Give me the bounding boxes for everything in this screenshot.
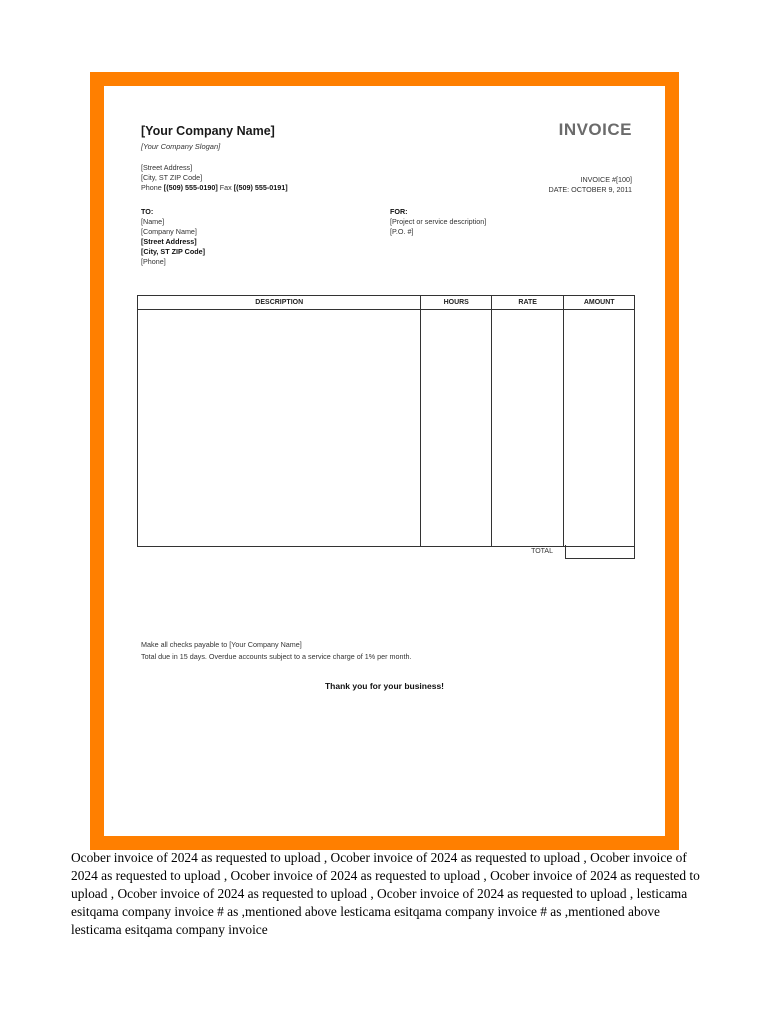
phone-label: Phone [141, 183, 162, 192]
to-street: [Street Address] [141, 237, 197, 246]
sender-city: [City, ST ZIP Code] [141, 173, 203, 182]
payment-notes [141, 639, 411, 663]
amount-cell [564, 310, 635, 547]
hours-cell [421, 310, 492, 547]
to-company: [Company Name] [141, 227, 197, 236]
fax-label: Fax [219, 183, 232, 192]
for-label: FOR: [390, 207, 408, 216]
column-header-hours: HOURS [421, 296, 492, 310]
invoice-meta [549, 175, 632, 195]
bill-to [141, 207, 205, 267]
column-header-description: DESCRIPTION [138, 296, 421, 310]
line-items-table [137, 295, 635, 547]
column-header-rate: RATE [491, 296, 563, 310]
to-city: [City, ST ZIP Code] [141, 247, 206, 256]
bill-for [390, 207, 486, 237]
to-phone: [Phone] [141, 257, 166, 266]
checks-payable: Make all checks payable to [Your Company Name] [141, 640, 302, 649]
table-header-row [138, 296, 635, 310]
invoice-number: INVOICE #[100] [580, 175, 632, 184]
table-row [138, 310, 635, 547]
rate-cell [491, 310, 563, 547]
invoice-document [104, 86, 665, 836]
description-cell [138, 310, 421, 547]
fax-number: [(509) 555-0191] [233, 183, 288, 192]
phone-number: [(509) 555-0190] [163, 183, 218, 192]
sender-contact [141, 183, 288, 193]
thank-you-message: Thank you for your business! [324, 681, 445, 691]
invoice-frame [90, 72, 679, 850]
to-label: TO: [141, 207, 154, 216]
total-value-box [565, 545, 635, 559]
for-project: [Project or service description] [390, 217, 487, 226]
sender-address [141, 163, 288, 193]
company-slogan: [Your Company Slogan] [141, 142, 221, 151]
total-row [137, 545, 635, 559]
invoice-date: DATE: OCTOBER 9, 2011 [548, 185, 632, 194]
for-po: [P.O. #] [390, 227, 414, 236]
payment-terms: Total due in 15 days. Overdue accounts subject to a service charge of 1% per month. [141, 652, 412, 661]
company-name: [Your Company Name] [141, 124, 275, 138]
to-name: [Name] [141, 217, 165, 226]
sender-street: [Street Address] [141, 163, 193, 172]
invoice-title: INVOICE [558, 120, 632, 139]
caption-text: Ocober invoice of 2024 as requested to upload , Ocober invoice of 2024 as requested to upload , Ocober invoice of 2024 as requested to upload , Ocober invoice of 2024 as requested to upload , Ocober invoice of 2024 as requested to upload , Ocober invoice of 2024 as requested to upload , Ocober invoice of 2024 as requested to upload , lesticama esitqama company invoice # as ,mentioned above lesticama esitqama company invoice # as ,mentioned above lesticama esitqama company invoice [71, 850, 700, 937]
column-header-amount: AMOUNT [564, 296, 635, 310]
total-label: TOTAL [531, 548, 553, 555]
